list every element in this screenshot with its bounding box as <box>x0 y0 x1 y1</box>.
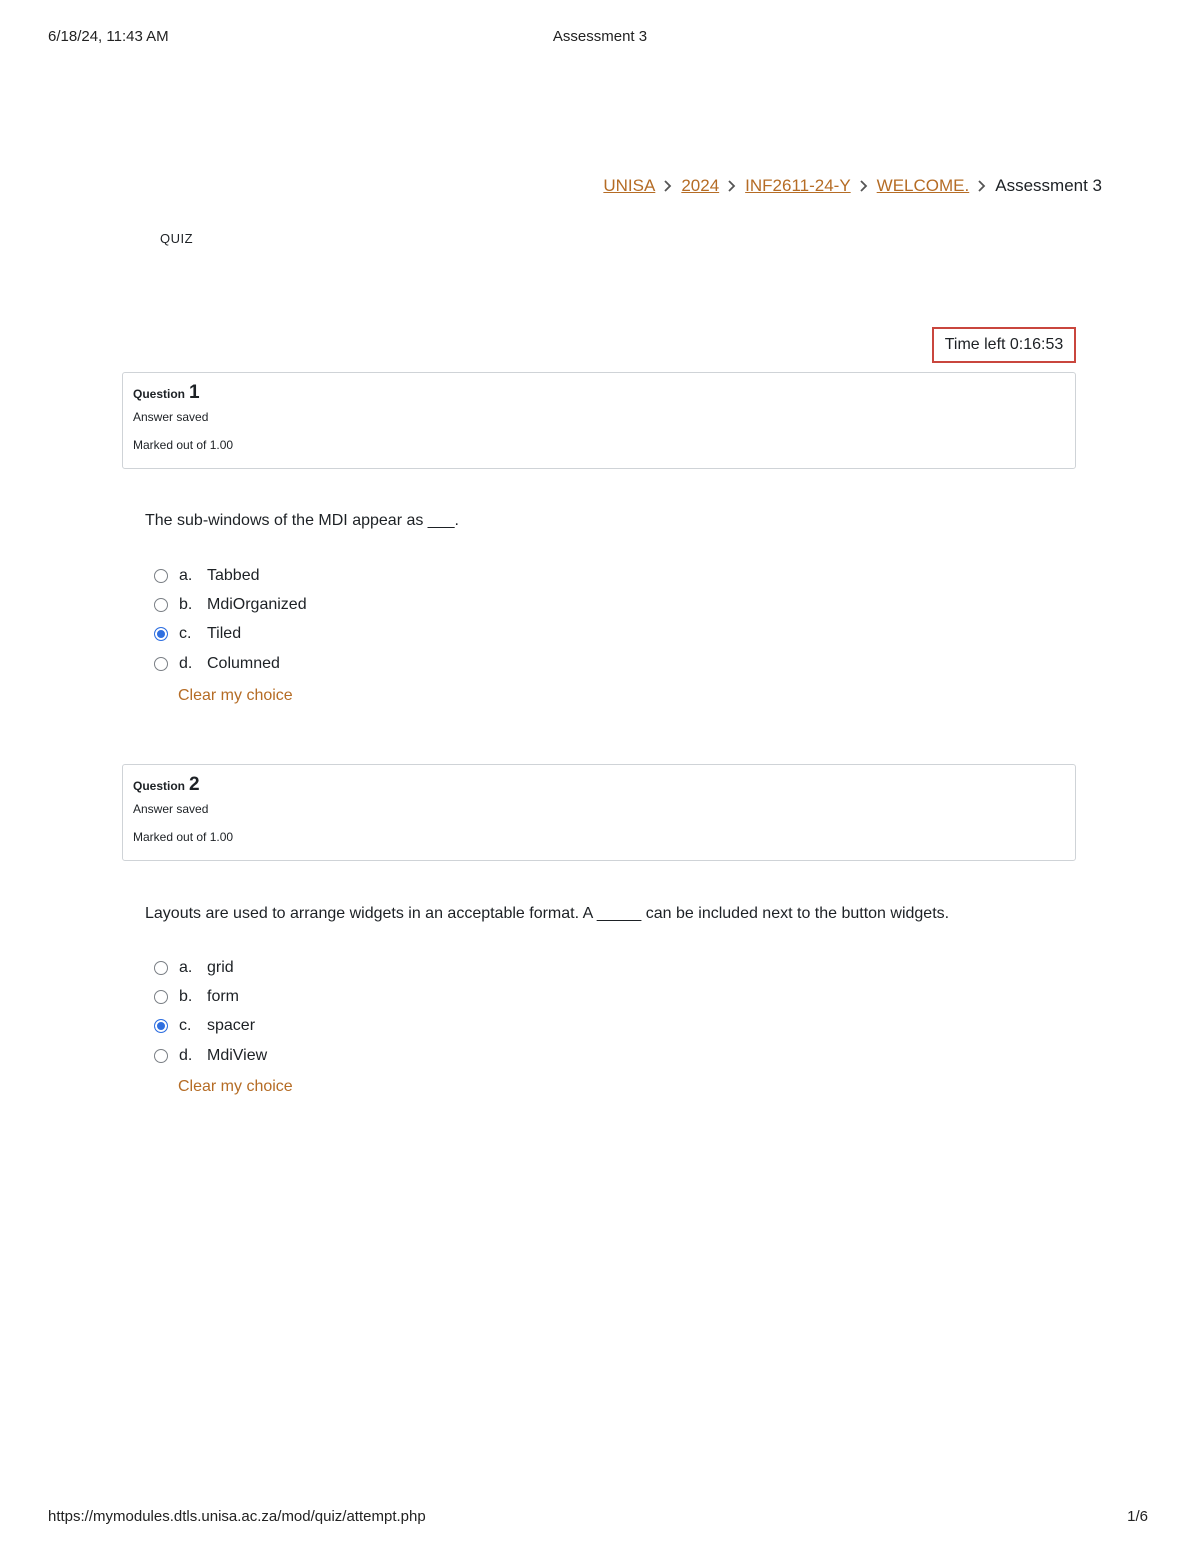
quiz-timer: Time left 0:16:53 <box>932 327 1076 363</box>
answer-option-2c[interactable] <box>154 1012 267 1041</box>
answer-options-1 <box>154 561 307 678</box>
question-state: Answer saved <box>133 410 209 424</box>
radio-button-checked[interactable] <box>154 1019 168 1033</box>
print-footer-page-number: 1/6 <box>1127 1508 1148 1525</box>
option-letter: c. <box>179 625 192 643</box>
breadcrumb-link-welcome[interactable]: WELCOME. <box>876 176 970 195</box>
question-number-value: 1 <box>189 382 200 403</box>
answer-option-1d[interactable] <box>154 649 307 678</box>
option-text: MdiView <box>207 1046 268 1064</box>
breadcrumb-current: Assessment 3 <box>995 176 1102 195</box>
radio-button[interactable] <box>154 961 168 975</box>
chevron-right-icon <box>851 180 877 192</box>
option-letter: b. <box>179 987 193 1005</box>
question-state: Answer saved <box>133 802 209 816</box>
question-number <box>133 774 1065 796</box>
option-text: Tabbed <box>207 566 260 584</box>
breadcrumb-link-course[interactable]: INF2611-24-Y <box>745 176 851 195</box>
radio-button-checked[interactable] <box>154 627 168 641</box>
option-letter: b. <box>179 595 193 613</box>
breadcrumb <box>603 176 1102 196</box>
breadcrumb-link-unisa[interactable]: UNISA <box>603 176 656 195</box>
radio-button[interactable] <box>154 569 168 583</box>
question-text-1: The sub-windows of the MDI appear as ___. <box>145 512 459 529</box>
question-info-2 <box>122 764 1076 861</box>
answer-option-1b[interactable] <box>154 590 307 619</box>
answer-option-2d[interactable] <box>154 1041 267 1070</box>
answer-option-2b[interactable] <box>154 982 267 1011</box>
answer-option-2a[interactable] <box>154 953 267 982</box>
print-header-title: Assessment 3 <box>552 28 648 45</box>
clear-choice-link-2[interactable]: Clear my choice <box>178 1078 293 1095</box>
chevron-right-icon <box>655 180 681 192</box>
question-text-2: Layouts are used to arrange widgets in an acceptable format. A _____ can be included next to the button widgets. <box>145 905 950 922</box>
page-type-label: QUIZ <box>160 231 194 246</box>
radio-button[interactable] <box>154 990 168 1004</box>
option-letter: c. <box>179 1017 192 1035</box>
option-text: Columned <box>207 654 280 672</box>
question-number-value: 2 <box>189 774 200 795</box>
print-header-date: 6/18/24, 11:43 AM <box>48 28 169 45</box>
print-footer-url: https://mymodules.dtls.unisa.ac.za/mod/quiz/attempt.php <box>48 1508 426 1525</box>
option-letter: a. <box>179 958 193 976</box>
question-label: Question <box>133 387 186 401</box>
question-number <box>133 382 1065 404</box>
option-text: MdiOrganized <box>207 595 307 613</box>
option-letter: d. <box>179 1046 193 1064</box>
chevron-right-icon <box>969 180 995 192</box>
question-grade: Marked out of 1.00 <box>133 830 234 844</box>
chevron-right-icon <box>719 180 745 192</box>
answer-options-2 <box>154 953 267 1070</box>
option-text: form <box>207 987 239 1005</box>
radio-button[interactable] <box>154 1049 168 1063</box>
question-grade: Marked out of 1.00 <box>133 438 234 452</box>
question-info-1 <box>122 372 1076 469</box>
question-label: Question <box>133 779 186 793</box>
answer-option-1c[interactable] <box>154 620 307 649</box>
breadcrumb-link-2024[interactable]: 2024 <box>681 176 720 195</box>
radio-button[interactable] <box>154 598 168 612</box>
option-text: spacer <box>207 1017 256 1035</box>
clear-choice-link-1[interactable]: Clear my choice <box>178 687 293 704</box>
option-letter: a. <box>179 566 193 584</box>
option-text: grid <box>207 958 234 976</box>
option-letter: d. <box>179 654 193 672</box>
option-text: Tiled <box>207 625 242 643</box>
radio-button[interactable] <box>154 657 168 671</box>
answer-option-1a[interactable] <box>154 561 307 590</box>
